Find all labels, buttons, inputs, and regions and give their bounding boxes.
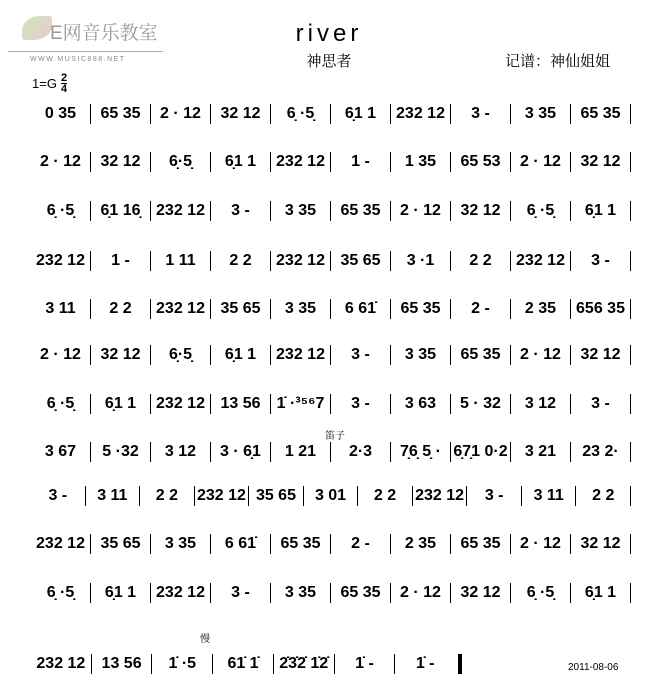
measure: 3 11 bbox=[533, 487, 564, 504]
measure: 232 12 bbox=[36, 252, 85, 269]
barline bbox=[150, 152, 151, 172]
barline bbox=[575, 486, 576, 506]
measure: 3 - bbox=[591, 252, 610, 269]
barline bbox=[210, 345, 211, 365]
measure: 232 12 bbox=[516, 252, 565, 269]
measure: 2·3 bbox=[348, 443, 373, 460]
barline bbox=[570, 104, 571, 124]
barline bbox=[150, 583, 151, 603]
measure: 35 65 bbox=[255, 487, 296, 504]
barline bbox=[466, 486, 467, 506]
barline bbox=[90, 394, 91, 414]
barline bbox=[210, 534, 211, 554]
measure: 32 12 bbox=[220, 105, 261, 122]
measure: 2 35 bbox=[404, 535, 437, 552]
measure: 6̣1 16̣ bbox=[100, 202, 141, 219]
barline bbox=[450, 201, 451, 221]
barline bbox=[510, 345, 511, 365]
measure: 6̣·5̣ bbox=[168, 153, 193, 170]
barline bbox=[150, 345, 151, 365]
measure: 1̇ - bbox=[355, 655, 374, 672]
measure: 6̣7̣1 0·2 bbox=[453, 443, 508, 460]
barline bbox=[248, 486, 249, 506]
measure: 3 - bbox=[231, 202, 250, 219]
barline bbox=[150, 104, 151, 124]
barline bbox=[510, 152, 511, 172]
barline bbox=[521, 486, 522, 506]
final-barline bbox=[458, 654, 462, 674]
measure: 2 · 12 bbox=[40, 346, 81, 363]
barline bbox=[270, 152, 271, 172]
barline bbox=[270, 299, 271, 319]
measure: 32 12 bbox=[100, 153, 141, 170]
barline bbox=[390, 442, 391, 462]
measure: 3 35 bbox=[284, 300, 317, 317]
measure: 2 2 bbox=[373, 487, 397, 504]
barline bbox=[450, 152, 451, 172]
measure: 32 12 bbox=[100, 346, 141, 363]
barline bbox=[270, 442, 271, 462]
measure: 3 11 bbox=[97, 487, 128, 504]
barline bbox=[303, 486, 304, 506]
barline bbox=[630, 534, 631, 554]
measure: 6̣1 1 bbox=[104, 395, 137, 412]
measure: 1 - bbox=[111, 252, 130, 269]
barline bbox=[450, 534, 451, 554]
measure: 65 35 bbox=[100, 105, 141, 122]
measure: 3 - bbox=[48, 487, 68, 504]
barline bbox=[450, 394, 451, 414]
barline bbox=[330, 583, 331, 603]
measure: 2 35 bbox=[524, 300, 557, 317]
barline bbox=[510, 394, 511, 414]
measure: 232 12 bbox=[276, 346, 325, 363]
measure: 0 35 bbox=[44, 105, 77, 122]
measure: 6̣·5̣ bbox=[168, 346, 193, 363]
measure: 65 35 bbox=[280, 535, 321, 552]
barline bbox=[210, 152, 211, 172]
barline bbox=[510, 534, 511, 554]
time-bottom: 4 bbox=[60, 83, 68, 95]
measure: 6̣1 1 bbox=[224, 346, 257, 363]
barline bbox=[630, 583, 631, 603]
barline bbox=[510, 583, 511, 603]
measure: 3 35 bbox=[284, 202, 317, 219]
barline bbox=[150, 251, 151, 271]
key-label: 1=G bbox=[32, 76, 57, 91]
barline bbox=[570, 152, 571, 172]
barline bbox=[394, 654, 395, 674]
measure: 6̣ ·5̣ bbox=[526, 584, 555, 601]
measure: 232 12 bbox=[36, 535, 85, 552]
barline bbox=[570, 345, 571, 365]
barline bbox=[510, 201, 511, 221]
barline bbox=[90, 299, 91, 319]
barline bbox=[330, 104, 331, 124]
barline bbox=[570, 442, 571, 462]
measure: 6̣ ·5̣ bbox=[526, 202, 555, 219]
measure: 65 35 bbox=[400, 300, 441, 317]
measure: 3 - bbox=[471, 105, 490, 122]
composer: 神思者 bbox=[306, 53, 352, 70]
barline bbox=[570, 251, 571, 271]
measure: 6 61̇ bbox=[224, 535, 257, 552]
barline bbox=[91, 654, 92, 674]
measure: 6̣1 1 bbox=[224, 153, 257, 170]
measure: 3 35 bbox=[284, 584, 317, 601]
barline bbox=[570, 394, 571, 414]
barline bbox=[273, 654, 274, 674]
barline bbox=[390, 152, 391, 172]
barline bbox=[330, 152, 331, 172]
measure: 65 35 bbox=[580, 105, 621, 122]
measure: 3 - bbox=[484, 487, 504, 504]
measure: 232 12 bbox=[415, 487, 465, 504]
time-signature bbox=[61, 73, 67, 94]
barline bbox=[390, 104, 391, 124]
barline bbox=[90, 152, 91, 172]
barline bbox=[630, 299, 631, 319]
measure: 2 · 12 bbox=[40, 153, 81, 170]
staff-line bbox=[32, 251, 632, 271]
barline bbox=[390, 394, 391, 414]
measure: 3 21 bbox=[524, 443, 557, 460]
measure: 2 - bbox=[351, 535, 370, 552]
flute-annotation: 笛子 bbox=[325, 431, 345, 442]
measure: 1 35 bbox=[404, 153, 437, 170]
measure: 61̇ 1̇ bbox=[227, 655, 259, 672]
logo-url: WWW.MUSIC888.NET bbox=[30, 56, 126, 63]
barline bbox=[330, 201, 331, 221]
measure: 6̣ ·5̣ bbox=[46, 202, 75, 219]
measure: 3 12 bbox=[524, 395, 557, 412]
barline bbox=[150, 299, 151, 319]
logo-text: E网音乐教室 bbox=[50, 23, 158, 44]
measure: 6̣1 1 bbox=[344, 105, 377, 122]
barline bbox=[270, 345, 271, 365]
measure: 3 · 6̣1 bbox=[220, 443, 261, 460]
staff-line bbox=[32, 583, 632, 603]
measure: 2 2 bbox=[109, 300, 132, 317]
barline bbox=[330, 251, 331, 271]
measure: 3 63 bbox=[404, 395, 437, 412]
time-top: 2 bbox=[60, 72, 68, 84]
barline bbox=[150, 534, 151, 554]
barline bbox=[450, 251, 451, 271]
barline bbox=[630, 201, 631, 221]
measure: 35 65 bbox=[340, 252, 381, 269]
barline bbox=[151, 654, 152, 674]
measure: 5 ·32 bbox=[102, 443, 139, 460]
barline bbox=[210, 394, 211, 414]
measure: 2 2 bbox=[469, 252, 492, 269]
measure: 6̣1 1 bbox=[584, 202, 617, 219]
measure: 65 35 bbox=[460, 535, 501, 552]
measure: 6 61̇ bbox=[344, 300, 377, 317]
staff-line bbox=[32, 534, 632, 554]
barline bbox=[390, 299, 391, 319]
measure: 23 2· bbox=[582, 443, 619, 460]
date: 2011-08-06 bbox=[568, 662, 619, 673]
barline bbox=[212, 654, 213, 674]
measure: 232 12 bbox=[156, 395, 205, 412]
barline bbox=[270, 394, 271, 414]
measure: 3 01 bbox=[314, 487, 347, 504]
staff-line bbox=[32, 345, 632, 365]
song-title: river bbox=[295, 20, 363, 47]
barline bbox=[357, 486, 358, 506]
barline bbox=[90, 104, 91, 124]
measure: 32 12 bbox=[580, 346, 621, 363]
measure: 1̇ ·³⁵⁶7 bbox=[276, 395, 325, 412]
barline bbox=[510, 299, 511, 319]
staff-line bbox=[32, 654, 462, 674]
measure: 3 - bbox=[351, 346, 370, 363]
barline bbox=[570, 299, 571, 319]
measure: 35 65 bbox=[100, 535, 141, 552]
transcriber: 记谱：神仙姐姐 bbox=[505, 53, 611, 70]
barline bbox=[390, 345, 391, 365]
measure: 2 2 bbox=[592, 487, 615, 504]
barline bbox=[334, 654, 335, 674]
barline bbox=[270, 201, 271, 221]
barline bbox=[630, 251, 631, 271]
measure: 232 12 bbox=[196, 487, 246, 504]
measure: 6̣ ·5̣ bbox=[286, 105, 315, 122]
barline bbox=[390, 251, 391, 271]
measure: 2 2 bbox=[155, 487, 178, 504]
slow-annotation: 慢 bbox=[200, 634, 210, 645]
measure: 232 12 bbox=[156, 202, 205, 219]
measure: 13 56 bbox=[101, 655, 142, 672]
measure: 3 11 bbox=[45, 300, 76, 317]
measure: 3 - bbox=[231, 584, 250, 601]
barline bbox=[90, 583, 91, 603]
barline bbox=[210, 583, 211, 603]
measure: 232 12 bbox=[156, 584, 205, 601]
barline bbox=[630, 486, 631, 506]
barline bbox=[270, 583, 271, 603]
barline bbox=[150, 394, 151, 414]
measure: 2 · 12 bbox=[400, 202, 441, 219]
measure: 1̇ ·5 bbox=[168, 655, 197, 672]
measure: 13 56 bbox=[220, 395, 261, 412]
measure: 32 12 bbox=[460, 584, 501, 601]
barline bbox=[450, 345, 451, 365]
barline bbox=[570, 534, 571, 554]
barline bbox=[510, 442, 511, 462]
barline bbox=[210, 201, 211, 221]
measure: 2 · 12 bbox=[520, 153, 561, 170]
staff-line bbox=[32, 299, 632, 319]
measure: 32 12 bbox=[460, 202, 501, 219]
staff-line bbox=[32, 152, 632, 172]
barline bbox=[270, 251, 271, 271]
measure: 65 35 bbox=[340, 584, 381, 601]
barline bbox=[139, 486, 140, 506]
measure: 2 2 bbox=[229, 252, 252, 269]
barline bbox=[450, 442, 451, 462]
staff-line bbox=[32, 394, 632, 414]
measure: 232 12 bbox=[36, 655, 86, 672]
measure: 1̇ - bbox=[415, 655, 435, 672]
staff-line bbox=[32, 486, 632, 506]
measure: 3 - bbox=[591, 395, 610, 412]
barline bbox=[150, 201, 151, 221]
measure: 65 35 bbox=[460, 346, 501, 363]
barline bbox=[390, 583, 391, 603]
measure: 6̣1 1 bbox=[104, 584, 137, 601]
barline bbox=[570, 583, 571, 603]
barline bbox=[330, 299, 331, 319]
barline bbox=[85, 486, 86, 506]
barline bbox=[330, 394, 331, 414]
measure: 232 12 bbox=[156, 300, 205, 317]
barline bbox=[390, 534, 391, 554]
staff-line bbox=[32, 201, 632, 221]
measure: 2̇3̇2̇ 1̇2̇ bbox=[279, 655, 329, 672]
barline bbox=[630, 442, 631, 462]
measure: 3 35 bbox=[164, 535, 197, 552]
barline bbox=[330, 442, 331, 462]
measure: 32 12 bbox=[580, 535, 621, 552]
barline bbox=[210, 299, 211, 319]
measure: 232 12 bbox=[276, 153, 325, 170]
barline bbox=[194, 486, 195, 506]
measure: 6̣ ·5̣ bbox=[46, 584, 75, 601]
barline bbox=[330, 345, 331, 365]
barline bbox=[630, 394, 631, 414]
measure: 6̣ ·5̣ bbox=[46, 395, 75, 412]
measure: 2 · 12 bbox=[160, 105, 201, 122]
barline bbox=[450, 104, 451, 124]
barline bbox=[630, 345, 631, 365]
measure: 2 - bbox=[471, 300, 490, 317]
barline bbox=[210, 251, 211, 271]
measure: 232 12 bbox=[276, 252, 325, 269]
measure: 3 35 bbox=[524, 105, 557, 122]
measure: 3 12 bbox=[164, 443, 197, 460]
barline bbox=[510, 104, 511, 124]
measure: 232 12 bbox=[396, 105, 445, 122]
barline bbox=[390, 201, 391, 221]
staff-line bbox=[32, 442, 632, 462]
barline bbox=[210, 442, 211, 462]
measure: 1 - bbox=[351, 153, 370, 170]
barline bbox=[90, 534, 91, 554]
measure: 65 35 bbox=[340, 202, 381, 219]
measure: 6̣1 1 bbox=[584, 584, 617, 601]
measure: 2 · 12 bbox=[520, 535, 561, 552]
barline bbox=[90, 442, 91, 462]
measure: 1 21 bbox=[284, 443, 317, 460]
measure: 2 · 12 bbox=[520, 346, 561, 363]
barline bbox=[90, 345, 91, 365]
barline bbox=[570, 201, 571, 221]
barline bbox=[210, 104, 211, 124]
barline bbox=[330, 534, 331, 554]
measure: 656 35 bbox=[576, 300, 625, 317]
measure: 32 12 bbox=[580, 153, 621, 170]
measure: 7̣6̣ 5̣ · bbox=[400, 443, 441, 460]
barline bbox=[90, 251, 91, 271]
barline bbox=[270, 104, 271, 124]
barline bbox=[450, 299, 451, 319]
key-signature bbox=[32, 73, 67, 94]
measure: 3 ·1 bbox=[406, 252, 435, 269]
barline bbox=[510, 251, 511, 271]
staff-line bbox=[32, 104, 632, 124]
barline bbox=[450, 583, 451, 603]
barline bbox=[630, 104, 631, 124]
measure: 1 11 bbox=[165, 252, 196, 269]
barline bbox=[630, 152, 631, 172]
measure: 3 67 bbox=[44, 443, 77, 460]
barline bbox=[412, 486, 413, 506]
measure: 65 53 bbox=[460, 153, 501, 170]
barline bbox=[90, 201, 91, 221]
measure: 3 - bbox=[351, 395, 370, 412]
measure: 5 · 32 bbox=[460, 395, 501, 412]
measure: 3 35 bbox=[404, 346, 437, 363]
measure: 35 65 bbox=[220, 300, 261, 317]
measure: 2 · 12 bbox=[400, 584, 441, 601]
barline bbox=[150, 442, 151, 462]
barline bbox=[270, 534, 271, 554]
